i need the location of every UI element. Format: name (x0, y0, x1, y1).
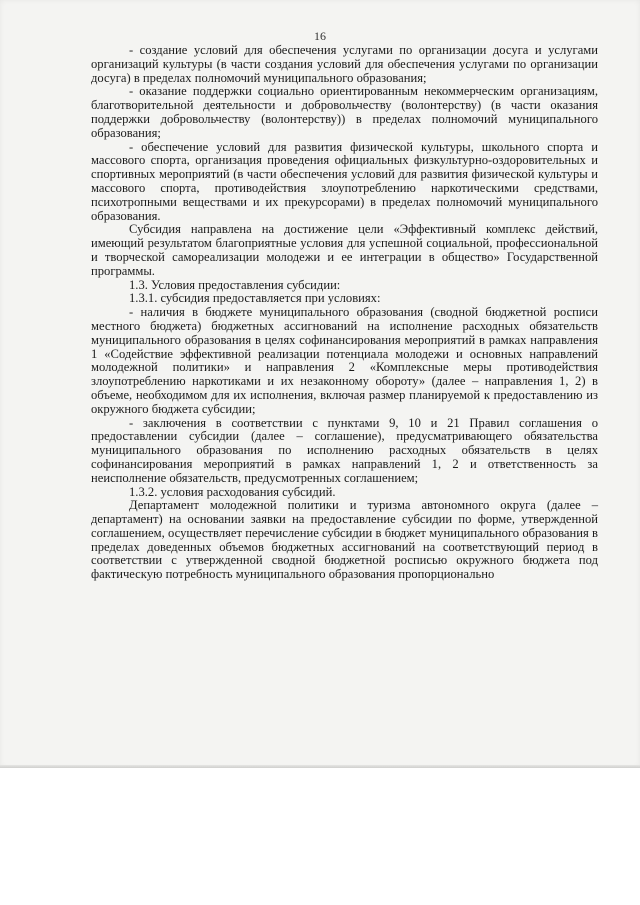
paragraph-leisure-services: - создание условий для обеспечения услугами по организации досуга и услугами организаций культуры (в части создания условий для обеспечения услугами по организации досуга) в пределах полномочий муниципального образования; (91, 43, 598, 85)
paragraph-physical-culture: - обеспечение условий для развития физической культуры, школьного спорта и массового спорта, организация проведения официальных физкультурно-оздоровительных и спортивных мероприятий (в части обеспечения условий для развития физической культуры и массового спорта, противодействия злоупотреблению наркотическими средствами, психотропными веществами и их прекурсорами) в пределах полномочий муниципального образования. (91, 139, 598, 223)
section-heading-1-3-1: 1.3.1. субсидия предоставляется при условиях: (129, 291, 381, 306)
page-number: 16 (314, 29, 326, 43)
paragraph-department-transfer: Департамент молодежной политики и туризма автономного округа (далее – департамент) на основании заявки на предоставление субсидии по форме, утвержденной соглашением, осуществляет перечисление субсидии в бюджет муниципального образования в пределах доведенных объемов бюджетных ассигнований на соответствующий период в соответствии с утвержденной сводной бюджетной росписью окружного бюджета под фактическую потребность муниципального образования пропорционально (91, 498, 598, 582)
section-heading-1-3-2: 1.3.2. условия расходования субсидий. (129, 484, 336, 499)
paragraph-budget-availability: - наличия в бюджете муниципального образования (сводной бюджетной росписи местного бюджета) бюджетных ассигнований на исполнение расходных обязательств муниципального образования в целях софинансирования мероприятий в рамках направления 1 «Содействие эффективной реализации потенциала молодежи и основных направлений молодежной политики» и направления 2 «Комплексные меры противодействия злоупотреблению наркотиками и их незаконному обороту» (далее – направления 1, 2) в объеме, необходимом для их исполнения, включая размер планируемой к предоставлению из окружного бюджета субсидии; (91, 305, 598, 416)
paragraph-agreement-conclusion: - заключения в соответствии с пунктами 9, 10 и 21 Правил соглашения о предоставлении субсидии (далее – соглашение), предусматривающего обязательства муниципального образования по исполнению расходных обязательств в целях софинансирования мероприятий в рамках направлений 1, 2 и ответственность за неисполнение обязательств, предусмотренных соглашением; (91, 415, 598, 485)
paragraph-subsidy-goal: Субсидия направлена на достижение цели «Эффективный комплекс действий, имеющий результатом благоприятные условия для успешной социальной, профессиональной и творческой самореализации молодежи и ее интеграции в общество» Государственной программы. (91, 222, 598, 278)
document-body (91, 44, 598, 582)
section-heading-1-3: 1.3. Условия предоставления субсидии: (129, 277, 341, 292)
paragraph-nonprofit-support: - оказание поддержки социально ориентированным некоммерческим организациям, благотворительной деятельности и добровольчеству (волонтерству) (в части оказания поддержки добровольчеству (волонтерству)) в пределах полномочий муниципального образования; (91, 84, 598, 140)
